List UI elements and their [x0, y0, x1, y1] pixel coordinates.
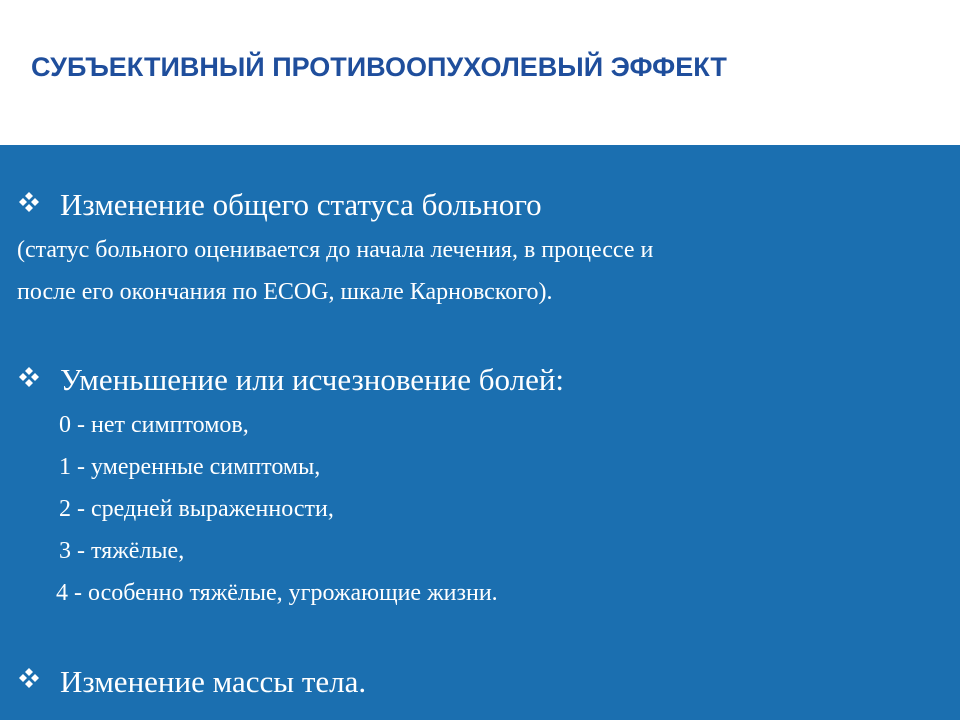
slide-header	[0, 0, 960, 145]
pain-scale-item-0: 0 - нет симптомов,	[59, 412, 249, 438]
pain-scale-item-1: 1 - умеренные симптомы,	[59, 454, 321, 480]
section-heading-status: Изменение общего статуса больного	[60, 187, 542, 222]
section-heading-pain: Уменьшение или исчезновение болей:	[60, 362, 565, 397]
section-heading-weight: Изменение массы тела.	[60, 664, 367, 699]
section-note-line-1: (статус больного оценивается до начала лечения, в процессе и	[17, 237, 654, 263]
pain-scale-item-2: 2 - средней выраженности,	[59, 496, 334, 522]
slide-content	[0, 145, 960, 720]
diamond-bullet-icon	[17, 365, 41, 389]
diamond-bullet-icon	[17, 666, 41, 690]
pain-scale-item-3: 3 - тяжёлые,	[59, 538, 185, 564]
slide-title: СУБЪЕКТИВНЫЙ ПРОТИВООПУХОЛЕВЫЙ ЭФФЕКТ	[31, 52, 727, 82]
section-note-line-2: после его окончания по ECOG, шкале Карновского).	[17, 279, 553, 305]
pain-scale-item-4: 4 - особенно тяжёлые, угрожающие жизни.	[56, 580, 498, 606]
diamond-bullet-icon	[17, 190, 41, 214]
